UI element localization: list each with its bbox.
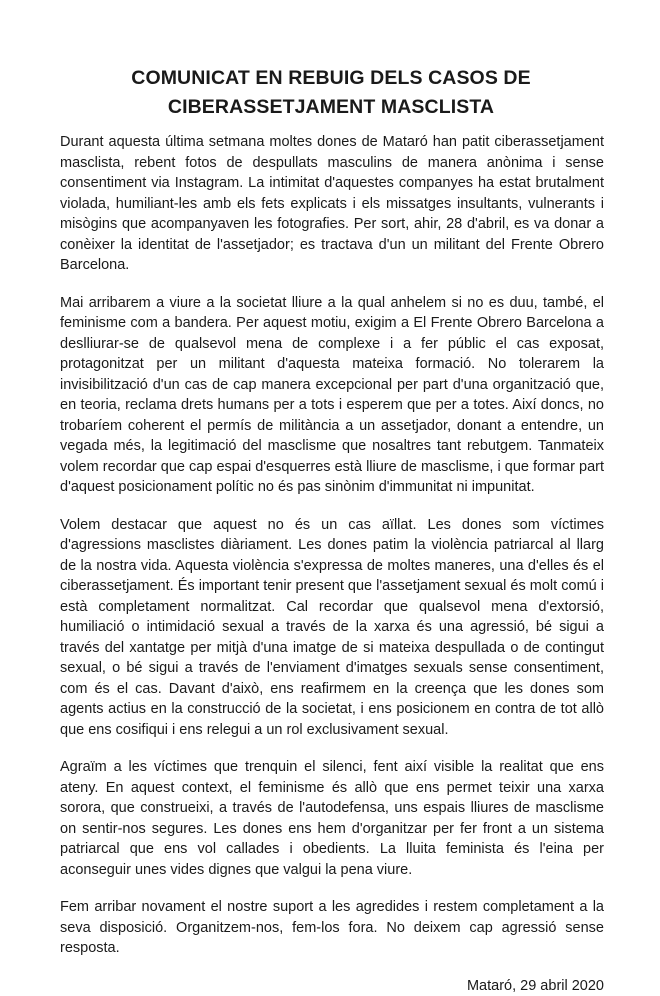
title-line-2: CIBERASSETJAMENT MASCLISTA — [60, 93, 602, 122]
paragraph-3: Volem destacar que aquest no és un cas aïllat. Les dones som víctimes d'agressions masclistes diàriament. Les dones patim la violència patriarcal al llarg de la nostra vida. Aquesta violència s'expressa de moltes maneres, una d'elles és el ciberassetjament. És important tenir present que l'assetjament sexual és molt comú i està completament normalitzat. Cal recordar que qualsevol mena d'extorsió, humiliació o intimidació sexual a través de la xarxa és una agressió, bé sigui a través del xantatge per mitjà d'una imatge de si mateixa despullada o de contingut sexual, o bé sigui a través de l'enviament d'imatges sexuals sense consentiment, com és el cas. Davant d'això, ens reafirmem en la creença que les dones som agents actius en la construcció de la societat, i ens posicionem en contra de tot allò que ens cosifiqui i ens relegui a un rol exclusivament sexual. — [60, 515, 604, 741]
paragraph-5: Fem arribar novament el nostre suport a les agredides i restem completament a la seva disposició. Organitzem-nos, fem-los fora. No deixem cap agressió sense resposta. — [60, 897, 604, 959]
paragraph-4: Agraïm a les víctimes que trenquin el silenci, fent així visible la realitat que ens ateny. En aquest context, el feminisme és allò que ens permet teixir una xarxa sorora, que construeixi, a través de l'autodefensa, uns espais lliures de masclisme on sentir-nos segures. Les dones ens hem d'organitzar per fer front a un sistema patriarcal que ens vol callades i obedients. La lluita feminista és l'eina per aconseguir unes vides dignes que valgui la pena viure. — [60, 757, 604, 880]
paragraph-1: Durant aquesta última setmana moltes dones de Mataró han patit ciberassetjament masclista, rebent fotos de despullats masculins de manera anònima i sense consentiment via Instagram. La intimitat d'aquestes companyes ha estat brutalment violada, humiliant-les amb els fets explicats i els missatges insultants, vulnerants i misògins que acompanyaven les fotografies. Per sort, ahir, 28 d'abril, es va donar a conèixer la identitat de l'assetjador; es tractava d'un un militant del Frente Obrero Barcelona. — [60, 132, 604, 276]
place-and-date: Mataró, 29 abril 2020 — [60, 976, 604, 996]
page-title — [60, 64, 602, 122]
paragraph-2: Mai arribarem a viure a la societat lliure a la qual anhelem si no es duu, també, el feminisme com a bandera. Per aquest motiu, exigim a El Frente Obrero Barcelona a deslliurar-se de qualsevol mena de complexe i a fer públic el cas exposat, protagonitzat per un militant d'aquesta mateixa formació. No tolerarem la invisibilització d'un cas de cap manera excepcional per part d'una organització que, en teoria, reclama drets humans per a tots i esperem que per a totes. Així doncs, no trobaríem coherent el permís de militància a un assetjador, donant a entendre, un vegada més, la legitimació del masclisme que nosaltres tant rebutgem. Tanmateix volem recordar que cap espai d'esquerres està lliure de masclisme, i que formar part d'aquest posicionament polític no és pas sinònim d'immunitat ni impunitat. — [60, 293, 604, 498]
title-line-1: COMUNICAT EN REBUIG DELS CASOS DE — [60, 64, 602, 93]
document-body — [60, 132, 604, 996]
